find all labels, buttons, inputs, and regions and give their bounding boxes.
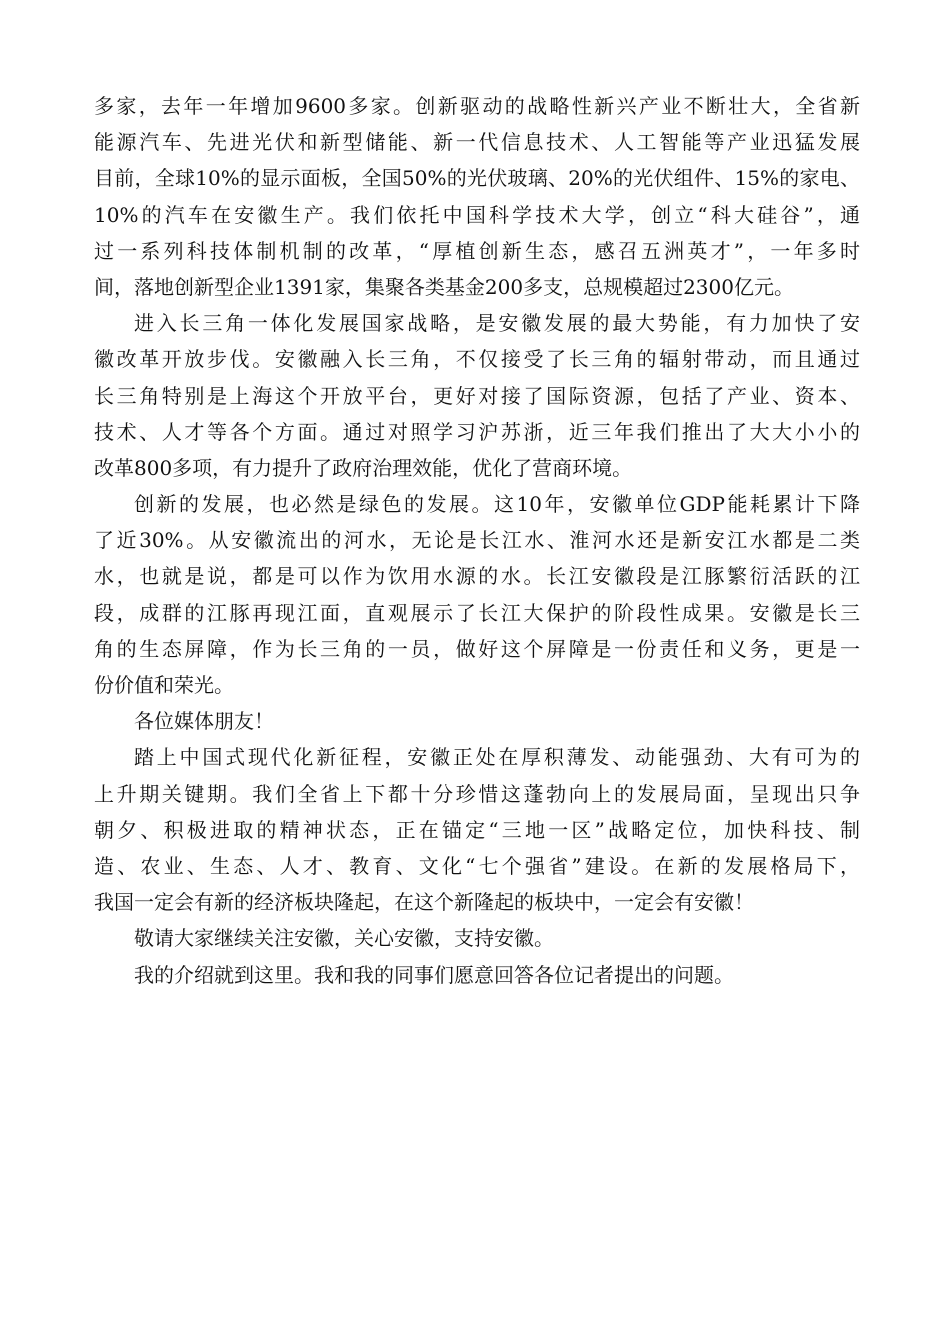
- text-line: 角的生态屏障，作为长三角的一员，做好这个屏障是一份责任和义务，更是一: [94, 636, 860, 661]
- text-line: 徽改革开放步伐。安徽融入长三角，不仅接受了长三角的辐射带动，而且通过: [94, 347, 860, 372]
- text-line: 技术、人才等各个方面。通过对照学习沪苏浙，近三年我们推出了大大小小的: [94, 419, 860, 444]
- text-line: 了近30%。从安徽流出的河水，无论是长江水、淮河水还是新安江水都是二类: [94, 528, 860, 553]
- body-text: [94, 88, 860, 993]
- paragraph-start-line: 踏上中国式现代化新征程，安徽正处在厚积薄发、动能强劲、大有可为的: [134, 745, 860, 770]
- text-line: 造、农业、生态、人才、教育、文化“七个强省”建设。在新的发展格局下，: [94, 853, 860, 878]
- text-line: 段，成群的江豚再现江面，直观展示了长江大保护的阶段性成果。安徽是长三: [94, 600, 860, 625]
- text-line: 能源汽车、先进光伏和新型储能、新一代信息技术、人工智能等产业迅猛发展: [94, 130, 860, 155]
- text-line: 间，落地创新型企业1391家，集聚各类基金200多支，总规模超过2300亿元。: [94, 274, 794, 299]
- text-line: 长三角特别是上海这个开放平台，更好对接了国际资源，包括了产业、资本、: [94, 383, 860, 408]
- text-line: 目前，全球10%的显示面板，全国50%的光伏玻璃、20%的光伏组件、15%的家电、: [94, 166, 860, 191]
- text-line: 水，也就是说，都是可以作为饮用水源的水。长江安徽段是江豚繁衍活跃的江: [94, 564, 860, 589]
- paragraph-start-line: 创新的发展，也必然是绿色的发展。这10年，安徽单位GDP能耗累计下降: [134, 492, 860, 517]
- text-line: 份价值和荣光。: [94, 673, 234, 697]
- text-line: 多家，去年一年增加9600多家。创新驱动的战略性新兴产业不断壮大，全省新: [94, 94, 860, 118]
- paragraph-start-line: 敬请大家继续关注安徽，关心安徽，支持安徽。: [134, 926, 554, 951]
- paragraph-start-line: 我的介绍就到这里。我和我的同事们愿意回答各位记者提出的问题。: [134, 962, 734, 987]
- text-line: 朝夕、积极进取的精神状态，正在锚定“三地一区”战略定位，加快科技、制: [94, 817, 860, 842]
- paragraph-start-line: 进入长三角一体化发展国家战略，是安徽发展的最大势能，有力加快了安: [134, 311, 860, 336]
- text-line: 上升期关键期。我们全省上下都十分珍惜这蓬勃向上的发展局面，呈现出只争: [94, 781, 860, 806]
- paragraph-start-line: 各位媒体朋友！: [134, 709, 274, 734]
- text-line: 10%的汽车在安徽生产。我们依托中国科学技术大学，创立“科大硅谷”，通: [94, 202, 860, 227]
- text-line: 过一系列科技体制机制的改革，“厚植创新生态，感召五洲英才”，一年多时: [94, 238, 860, 263]
- text-line: 改革800多项，有力提升了政府治理效能，优化了营商环境。: [94, 455, 633, 480]
- text-line: 我国一定会有新的经济板块隆起，在这个新隆起的板块中，一定会有安徽！: [94, 890, 754, 915]
